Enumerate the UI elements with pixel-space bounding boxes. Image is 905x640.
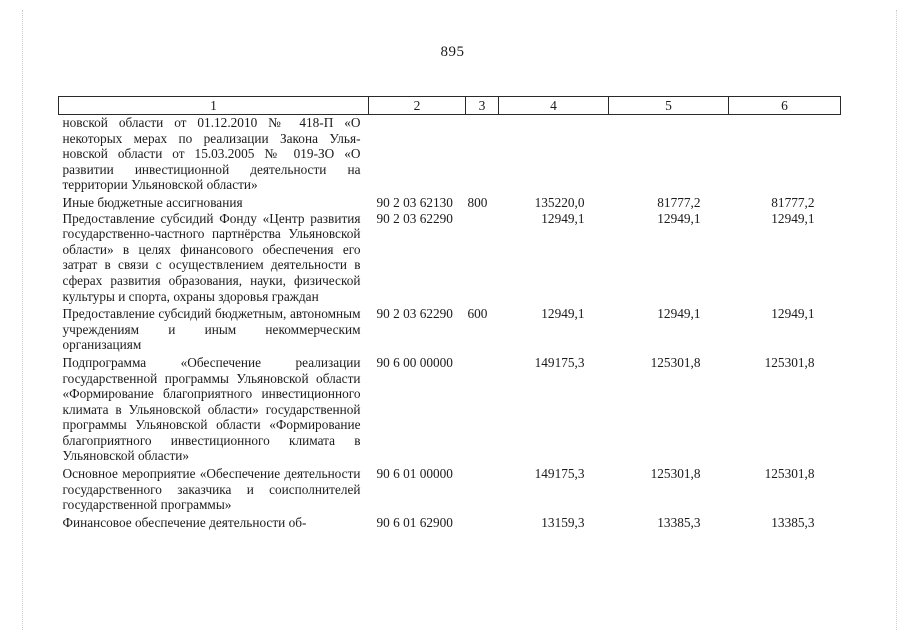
row-value-col6: 12949,1 — [771, 306, 815, 322]
scan-edge-right — [896, 10, 897, 630]
row-description: Финансовое обеспечение деятельности об- — [62, 514, 307, 530]
row-value-col6: 81777,2 — [771, 194, 815, 210]
row-value-col4: 12949,1 — [541, 210, 585, 226]
row-value-col6: 13385,3 — [771, 514, 815, 530]
table-row — [59, 115, 841, 193]
row-code: 90 6 01 62900 — [376, 514, 453, 530]
budget-table — [58, 96, 841, 530]
row-description: Основное мероприятие «Обеспечение деятельности государственного заказчика и соисполнителей государственной программы» — [62, 466, 361, 513]
row-value-col5 — [609, 115, 729, 193]
row-value-col4: 149175,3 — [534, 354, 585, 370]
row-description: Иные бюджетные ассигнования — [62, 194, 243, 210]
row-expense-type: 600 — [467, 306, 488, 322]
row-value-col6: 125301,8 — [764, 466, 815, 482]
table-header-row — [59, 97, 841, 115]
table-row — [59, 304, 841, 353]
row-code: 90 6 00 00000 — [376, 354, 453, 370]
row-description: Подпрограмма «Обеспечение реализации государственной программы Ульяновской области «Формирование благоприятного инвестиционного климата в Ульяновской области» государственной программы Ульяновской области «Формирование благоприятного инвестиционного климата в Ульяновской области» — [62, 354, 361, 464]
row-code — [369, 115, 466, 193]
page-number: 895 — [440, 44, 465, 60]
row-value-col5: 125301,8 — [650, 354, 701, 370]
row-value-col4: 12949,1 — [541, 306, 585, 322]
row-value-col4 — [499, 115, 609, 193]
row-value-col5: 12949,1 — [657, 306, 701, 322]
table-header — [59, 97, 841, 115]
row-code: 90 6 01 00000 — [376, 466, 453, 482]
row-expense-type: 800 — [467, 194, 488, 210]
row-description: Предоставление субсидий бюджетным, автономным учреждениям и иным некоммерческим организациям — [62, 306, 361, 353]
row-code: 90 2 03 62290 — [376, 306, 453, 322]
row-value-col6: 12949,1 — [771, 210, 815, 226]
table-row — [59, 193, 841, 211]
header-col-1: 1 — [59, 97, 369, 115]
scan-edge-left — [22, 10, 23, 630]
header-col-3: 3 — [466, 97, 499, 115]
row-value-col4: 149175,3 — [534, 466, 585, 482]
header-col-2: 2 — [369, 97, 466, 115]
header-col-5: 5 — [609, 97, 729, 115]
row-code: 90 2 03 62290 — [376, 210, 453, 226]
row-value-col5: 81777,2 — [657, 194, 701, 210]
row-value-col5: 12949,1 — [657, 210, 701, 226]
header-col-6: 6 — [729, 97, 841, 115]
table-row — [59, 353, 841, 464]
row-expense-type — [466, 211, 499, 305]
table-row — [59, 211, 841, 305]
row-expense-type — [466, 115, 499, 193]
row-value-col6: 125301,8 — [764, 354, 815, 370]
row-expense-type — [466, 464, 499, 513]
row-value-col4: 13159,3 — [541, 514, 585, 530]
row-value-col5: 125301,8 — [650, 466, 701, 482]
row-expense-type — [466, 353, 499, 464]
row-value-col6 — [729, 115, 841, 193]
row-expense-type — [466, 513, 499, 531]
table-row — [59, 513, 841, 531]
header-col-4: 4 — [499, 97, 609, 115]
row-value-col4: 135220,0 — [534, 194, 585, 210]
row-description: новской области от 01.12.2010 № 418-П «О некоторых мерах по реализации Закона Ульяновской области от 15.03.2005 № 019-ЗО «О развитии инвестиционной деятельности на территории Ульяновской области» — [62, 115, 361, 193]
table-body — [59, 115, 841, 531]
row-code: 90 2 03 62130 — [376, 194, 453, 210]
row-description: Предоставление субсидий Фонду «Центр развития государственно-частного партнёрства Ульяновской области» в целях финансового обеспечения его затрат в связи с осуществлением деятельности в сферах развития образования, науки, физической культуры и спорта, охраны здоровья граждан — [62, 210, 361, 304]
row-value-col5: 13385,3 — [657, 514, 701, 530]
table-row — [59, 464, 841, 513]
